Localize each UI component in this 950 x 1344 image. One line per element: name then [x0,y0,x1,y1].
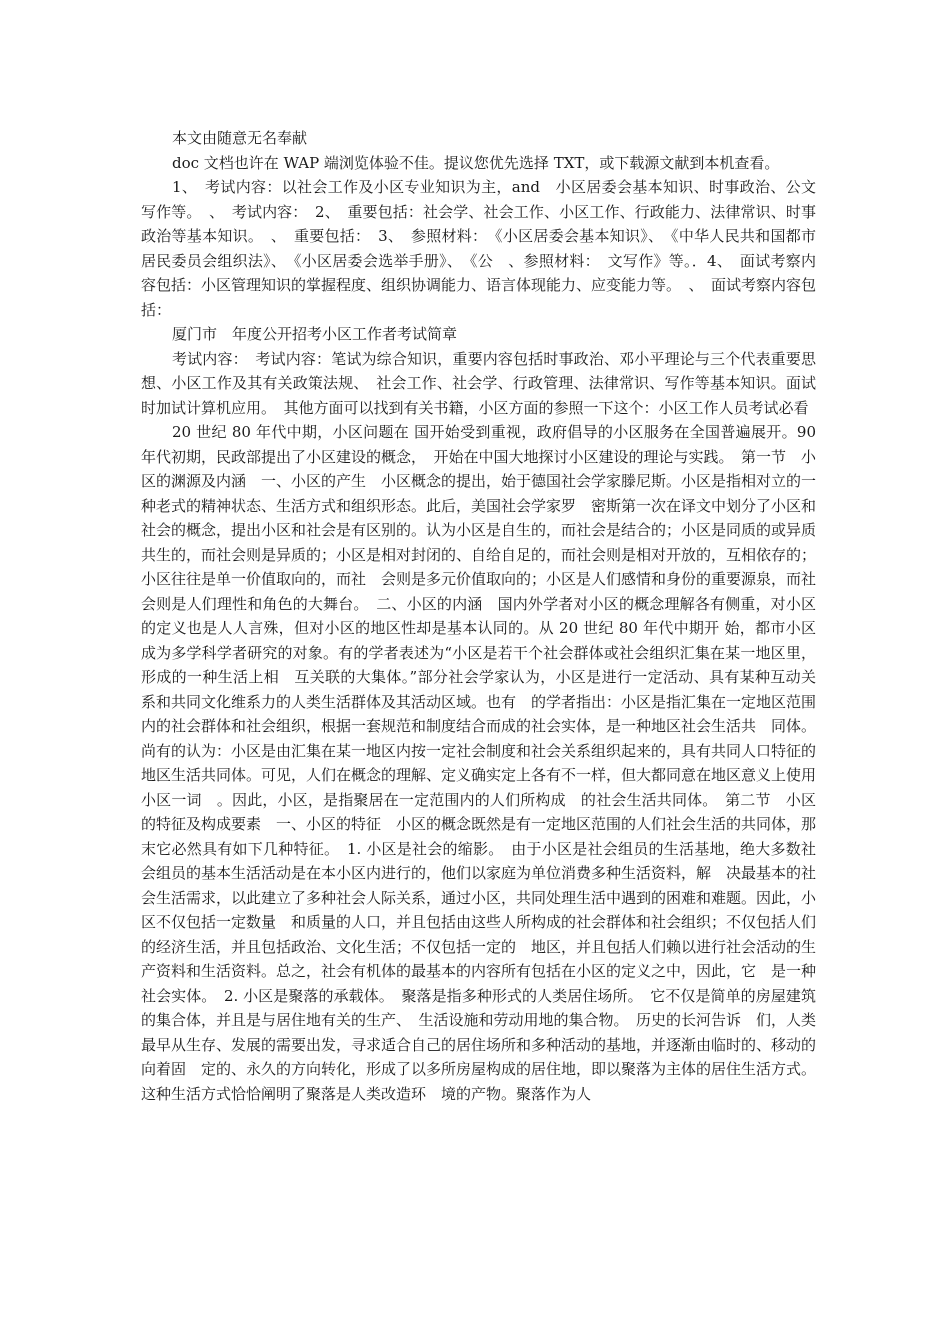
doc-notice: doc 文档也许在 WAP 端浏览体验不佳。提议您优先选择 TXT，或下载源文献到本机查看。 [172,153,780,172]
section-heading: 厦门市 年度公开招考小区工作者考试简章 [172,325,458,343]
exam-content-paragraph: 1、 考试内容：以社会工作及小区专业知识为主，and 小区居委会基本知识、时事政治、公文写作等。 、 考试内容： 2、 重要包括：社会学、社会工作、小区工作、行政能力、法律常识、时事政治等基本知识。 、 重要包括： 3、 参照材料： 《小区居委会基本知识》、 《中华人民共和国都市居民委员会组织法》、 《小区居委会选举手册》、 《公 、参照材料： 文写作》等。．4、 面试考察内容包括：小区管理知识的掌握程度、组织协调能力、语言体现能力、应变能力等。 、 面试考察内容包括： [141,178,817,319]
community-body-paragraph: 20 世纪 80 年代中期，小区问题在 国开始受到重视，政府倡导的小区服务在全国普遍展开。90 年代初期，民政部提出了小区建设的概念， 开始在中国大地探讨小区建设的理论与实践。 第一节 小区的渊源及内涵 一、小区的产生 小区概念的提出，始于德国社会学家滕尼斯。小区是指相对立的一种老式的精神状态、生活方式和组织形态。此后，美国社会学家罗 密斯第一次在译文中划分了小区和社会的概念，提出小区和社会是有区别的。认为小区是自生的，而社会是结合的；小区是同质的或异质 共生的，而社会则是异质的；小区是相对封闭的、自给自足的，而社会则是相对开放的，互相依存的；小区往往是单一价值取向的，而社 会则是多元价值取向的；小区是人们感情和身份的重要源泉，而社会则是人们理性和角色的大舞台。 二、小区的内涵 国内外学者对小区的概念理解各有侧重，对小区的定义也是人人言殊，但对小区的地区性却是基本认同的。从 20 世纪 80 年代中期开 始，都市小区成为多学科学者研究的对象。有的学者表述为“小区是若干个社会群体或社会组织汇集在某一地区里，形成的一种生活上相 互关联的大集体。”部分社会学家认为，小区是进行一定活动、具有某种互动关系和共同文化维系力的人类生活群体及其活动区域。也有 的学者指出：小区是指汇集在一定地区范围内的社会群体和社会组织，根据一套规范和制度结合而成的社会实体，是一种地区社会生活共 同体。尚有的认为：小区是由汇集在某一地区内按一定社会制度和社会关系组织起来的，具有共同人口特征的地区生活共同体。可见，人们在概念的理解、定义确实定上各有不一样，但大都同意在地区意义上使用小区一词 。因此，小区，是指聚居在一定范围内的人们所构成 的社会生活共同体。 第二节 小区的特征及构成要素 一、小区的特征 小区的概念既然是有一定地区范围的人们社会生活的共同体，那末它必然具有如下几种特征。 1. 小区是社会的缩影。 由于小区是社会组员的生活基地，绝大多数社会组员的基本生活活动是在本小区内进行的，他们以家庭为单位消费多种生活资料，解 决最基本的社会生活需求，以此建立了多种社会人际关系，通过小区，共同处理生活中遇到的困难和难题。因此，小区不仅包括一定数量 和质量的人口，并且包括由这些人所构成的社会群体和社会组织；不仅包括人们的经济生活，并且包括政治、文化生活；不仅包括一定的 地区，并且包括人们赖以进行社会活动的生产资料和生活资料。总之，社会有机体的最基本的内容所有包括在小区的定义之中，因此，它 是一种社会实体。 2. 小区是聚落的承载体。 聚落是指多种形式的人类居住场所。 它不仅是简单的房屋建筑的集合体，并且是与居住地有关的生产、 生活设施和劳动用地的集合物。 历史的长河告诉 们，人类最早从生存、发展的需要出发，寻求适合自己的居住场所和多种活动的基地，并逐渐由临时的、移动的向着固 定的、永久的方向转化，形成了以多所房屋构成的居住地，即以聚落为主体的居住生活方式。这种生活方式恰恰阐明了聚落是人类改造环 境的产物。聚落作为人 [141,423,832,1103]
doc-credit: 本文由随意无名奉献 [172,129,308,147]
exam-brief-paragraph: 考试内容： 考试内容：笔试为综合知识，重要内容包括时事政治、邓小平理论与三个代表重要思想、小区工作及其有关政策法规、 社会工作、社会学、行政管理、法律常识、写作等基本知识。面试时加试计算机应用。 其他方面可以找到有关书籍，小区方面的参照一下这个：小区工作人员考试必看 [141,349,816,417]
document-page [141,126,832,1106]
